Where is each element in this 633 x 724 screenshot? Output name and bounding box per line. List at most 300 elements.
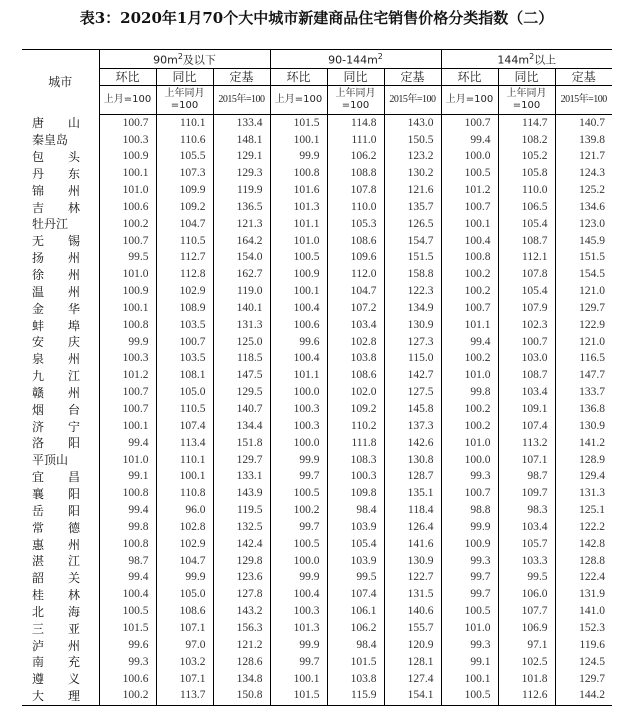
base-2015: 2015年=100 <box>555 86 612 115</box>
index-value: 140.1 <box>213 300 270 317</box>
group-header-90-144: $90-144m^2$ <box>270 50 441 69</box>
index-value: 112.1 <box>498 250 555 267</box>
table-row <box>22 587 612 604</box>
index-value: 103.3 <box>498 553 555 570</box>
index-value: 122.2 <box>555 519 612 536</box>
index-value: 140.6 <box>384 603 441 620</box>
city-label: 秦皇岛 <box>32 133 69 148</box>
table-row <box>22 368 612 385</box>
index-value: 104.7 <box>156 553 213 570</box>
index-value: 119.5 <box>213 502 270 519</box>
index-value: 101.2 <box>99 368 156 385</box>
index-value: 101.0 <box>441 620 498 637</box>
city-name <box>22 418 99 435</box>
index-value: 103.4 <box>498 385 555 402</box>
index-value: 107.8 <box>327 182 384 199</box>
index-value: 100.6 <box>99 199 156 216</box>
index-value: 107.3 <box>156 166 213 183</box>
index-value: 100.1 <box>441 671 498 688</box>
index-value: 99.4 <box>99 502 156 519</box>
index-value: 142.8 <box>555 536 612 553</box>
index-value: 101.3 <box>270 620 327 637</box>
index-value: 115.9 <box>327 688 384 705</box>
table-row <box>22 351 612 368</box>
index-value: 100.4 <box>270 587 327 604</box>
index-value: 156.3 <box>213 620 270 637</box>
city-name <box>22 620 99 637</box>
city-label: 包 头 <box>32 150 81 165</box>
index-value: 112.8 <box>156 267 213 284</box>
city-name <box>22 671 99 688</box>
index-value: 108.6 <box>156 603 213 620</box>
city-label: 唐 山 <box>32 116 81 131</box>
index-value: 100.1 <box>99 166 156 183</box>
index-value: 110.1 <box>156 115 213 132</box>
table-row <box>22 418 612 435</box>
city-label: 平顶山 <box>32 453 69 468</box>
index-value: 110.6 <box>156 132 213 149</box>
index-value: 131.3 <box>555 486 612 503</box>
index-value: 128.9 <box>555 452 612 469</box>
index-value: 118.5 <box>213 351 270 368</box>
table-body <box>22 115 612 706</box>
index-value: 100.4 <box>441 233 498 250</box>
index-value: 99.3 <box>441 469 498 486</box>
base-same-month-last-year: 上年同月=100 <box>156 86 213 115</box>
index-value: 151.8 <box>213 435 270 452</box>
index-value: 129.5 <box>213 385 270 402</box>
city-label: 温 州 <box>32 284 81 299</box>
city-name <box>22 351 99 368</box>
index-value: 99.5 <box>99 250 156 267</box>
base-2015: 2015年=100 <box>213 86 270 115</box>
index-value: 112.7 <box>156 250 213 267</box>
index-value: 107.4 <box>498 418 555 435</box>
index-value: 100.7 <box>441 300 498 317</box>
city-name <box>22 519 99 536</box>
index-value: 99.5 <box>327 570 384 587</box>
city-label: 蚌 埠 <box>32 318 81 333</box>
index-value: 97.0 <box>156 637 213 654</box>
base-same-month-last-year: 上年同月=100 <box>327 86 384 115</box>
city-label: 宜 昌 <box>32 470 81 485</box>
index-value: 130.8 <box>384 452 441 469</box>
index-value: 102.8 <box>327 334 384 351</box>
index-value: 100.8 <box>441 250 498 267</box>
index-value: 101.6 <box>270 182 327 199</box>
index-value: 102.8 <box>156 519 213 536</box>
index-value: 100.2 <box>441 401 498 418</box>
index-value: 100.9 <box>270 267 327 284</box>
index-value: 100.5 <box>441 166 498 183</box>
index-value: 130.2 <box>384 166 441 183</box>
index-value: 121.3 <box>213 216 270 233</box>
index-value: 128.7 <box>384 469 441 486</box>
index-value: 110.5 <box>156 233 213 250</box>
index-value: 100.1 <box>270 132 327 149</box>
index-value: 128.6 <box>213 654 270 671</box>
city-label: 锦 州 <box>32 183 81 198</box>
city-label: 徐 州 <box>32 268 81 283</box>
table-row <box>22 536 612 553</box>
index-value: 99.3 <box>441 637 498 654</box>
index-value: 109.9 <box>156 182 213 199</box>
index-value: 103.9 <box>327 519 384 536</box>
index-value: 140.7 <box>555 115 612 132</box>
index-value: 100.1 <box>270 671 327 688</box>
index-value: 99.4 <box>441 132 498 149</box>
table-row <box>22 385 612 402</box>
index-value: 121.2 <box>213 637 270 654</box>
subheader-yoy: 同比 <box>156 69 213 86</box>
subheader-mom: 环比 <box>99 69 156 86</box>
index-value: 109.1 <box>498 401 555 418</box>
index-value: 100.0 <box>270 553 327 570</box>
city-name <box>22 587 99 604</box>
index-value: 99.4 <box>441 334 498 351</box>
index-value: 133.4 <box>213 115 270 132</box>
index-value: 107.7 <box>498 603 555 620</box>
table-row <box>22 166 612 183</box>
city-label: 遵 义 <box>32 672 81 687</box>
index-value: 141.2 <box>555 435 612 452</box>
table-row <box>22 519 612 536</box>
index-value: 124.3 <box>555 166 612 183</box>
index-value: 99.9 <box>156 570 213 587</box>
city-label: 牡丹江 <box>32 217 69 232</box>
city-label: 北 海 <box>32 604 81 619</box>
index-value: 129.7 <box>213 452 270 469</box>
index-value: 114.7 <box>498 115 555 132</box>
index-value: 113.2 <box>498 435 555 452</box>
table-row <box>22 553 612 570</box>
index-value: 103.4 <box>327 317 384 334</box>
index-value: 129.4 <box>555 469 612 486</box>
index-value: 105.4 <box>498 283 555 300</box>
group-header-over-144: $144m^2$以上 <box>441 50 612 69</box>
index-value: 123.2 <box>384 149 441 166</box>
table-row <box>22 637 612 654</box>
index-value: 147.7 <box>555 368 612 385</box>
table-row <box>22 149 612 166</box>
index-value: 100.6 <box>99 671 156 688</box>
table-row <box>22 435 612 452</box>
index-value: 100.1 <box>156 469 213 486</box>
index-value: 101.8 <box>498 671 555 688</box>
index-value: 102.5 <box>498 654 555 671</box>
index-value: 100.3 <box>270 418 327 435</box>
index-value: 107.8 <box>498 267 555 284</box>
index-value: 126.5 <box>384 216 441 233</box>
index-value: 158.8 <box>384 267 441 284</box>
index-value: 118.4 <box>384 502 441 519</box>
city-name <box>22 250 99 267</box>
index-value: 100.1 <box>99 418 156 435</box>
index-value: 104.7 <box>327 283 384 300</box>
index-value: 110.1 <box>156 452 213 469</box>
city-label: 南 充 <box>32 655 81 670</box>
city-name <box>22 132 99 149</box>
index-value: 106.1 <box>327 603 384 620</box>
index-value: 100.9 <box>441 536 498 553</box>
index-value: 96.0 <box>156 502 213 519</box>
index-value: 125.2 <box>555 182 612 199</box>
subheader-mom: 环比 <box>270 69 327 86</box>
index-value: 107.2 <box>327 300 384 317</box>
base-last-month: 上月=100 <box>270 86 327 115</box>
index-value: 133.7 <box>555 385 612 402</box>
index-value: 98.3 <box>498 502 555 519</box>
index-value: 108.3 <box>327 452 384 469</box>
city-label: 赣 州 <box>32 385 81 400</box>
index-value: 100.7 <box>99 115 156 132</box>
index-value: 123.0 <box>555 216 612 233</box>
index-value: 143.0 <box>384 115 441 132</box>
index-value: 108.8 <box>327 166 384 183</box>
index-value: 121.0 <box>555 283 612 300</box>
index-value: 100.2 <box>99 688 156 705</box>
table-row <box>22 486 612 503</box>
index-value: 127.4 <box>384 671 441 688</box>
city-label: 泉 州 <box>32 352 81 367</box>
index-value: 135.7 <box>384 199 441 216</box>
index-value: 135.1 <box>384 486 441 503</box>
index-value: 120.9 <box>384 637 441 654</box>
index-value: 99.5 <box>498 570 555 587</box>
index-value: 100.0 <box>270 435 327 452</box>
index-value: 107.1 <box>156 671 213 688</box>
index-value: 99.1 <box>441 654 498 671</box>
city-label: 无 锡 <box>32 234 81 249</box>
index-value: 100.9 <box>99 283 156 300</box>
city-label: 烟 台 <box>32 402 81 417</box>
index-value: 129.3 <box>213 166 270 183</box>
index-value: 134.4 <box>213 418 270 435</box>
index-value: 99.7 <box>270 654 327 671</box>
index-value: 142.6 <box>384 435 441 452</box>
city-name <box>22 502 99 519</box>
city-label: 济 宁 <box>32 419 81 434</box>
index-value: 134.9 <box>384 300 441 317</box>
index-value: 99.3 <box>441 553 498 570</box>
table-row <box>22 452 612 469</box>
subheader-fixed-base: 定基 <box>555 69 612 86</box>
city-name <box>22 216 99 233</box>
index-value: 145.9 <box>555 233 612 250</box>
city-name <box>22 536 99 553</box>
index-value: 110.0 <box>327 199 384 216</box>
index-value: 100.1 <box>441 216 498 233</box>
index-value: 136.8 <box>555 401 612 418</box>
index-value: 148.1 <box>213 132 270 149</box>
index-value: 99.9 <box>441 519 498 536</box>
index-value: 99.8 <box>99 519 156 536</box>
index-value: 105.0 <box>156 587 213 604</box>
index-value: 108.7 <box>498 368 555 385</box>
city-name <box>22 115 99 132</box>
index-value: 103.8 <box>327 351 384 368</box>
city-label: 安 庆 <box>32 335 81 350</box>
index-value: 100.5 <box>270 250 327 267</box>
index-value: 99.7 <box>270 469 327 486</box>
table-row <box>22 654 612 671</box>
city-label: 惠 州 <box>32 537 81 552</box>
city-label: 常 德 <box>32 520 81 535</box>
index-value: 101.3 <box>270 199 327 216</box>
index-value: 100.6 <box>270 317 327 334</box>
index-value: 154.0 <box>213 250 270 267</box>
index-value: 122.4 <box>555 570 612 587</box>
index-value: 132.5 <box>213 519 270 536</box>
index-value: 131.5 <box>384 587 441 604</box>
index-value: 100.7 <box>156 334 213 351</box>
table-row <box>22 502 612 519</box>
index-value: 99.9 <box>270 149 327 166</box>
index-value: 106.2 <box>327 620 384 637</box>
index-value: 106.5 <box>498 199 555 216</box>
city-name <box>22 385 99 402</box>
index-value: 97.1 <box>498 637 555 654</box>
index-value: 105.5 <box>156 149 213 166</box>
table-row <box>22 216 612 233</box>
index-value: 110.5 <box>156 401 213 418</box>
index-value: 98.4 <box>327 502 384 519</box>
table-row <box>22 401 612 418</box>
city-name <box>22 469 99 486</box>
index-value: 145.8 <box>384 401 441 418</box>
table-row <box>22 199 612 216</box>
city-label: 襄 阳 <box>32 486 81 501</box>
index-value: 101.0 <box>270 233 327 250</box>
city-label: 九 江 <box>32 369 81 384</box>
index-value: 100.3 <box>99 132 156 149</box>
index-value: 100.3 <box>99 351 156 368</box>
index-value: 121.7 <box>555 149 612 166</box>
index-value: 139.8 <box>555 132 612 149</box>
city-name <box>22 199 99 216</box>
index-value: 100.0 <box>441 452 498 469</box>
index-value: 109.2 <box>327 401 384 418</box>
subheader-fixed-base: 定基 <box>384 69 441 86</box>
subheader-mom: 环比 <box>441 69 498 86</box>
city-label: 洛 阳 <box>32 436 81 451</box>
city-column-header: 城市 <box>48 75 73 90</box>
index-value: 100.4 <box>270 351 327 368</box>
table-row <box>22 603 612 620</box>
city-label: 岳 阳 <box>32 503 81 518</box>
city-name <box>22 368 99 385</box>
table-row <box>22 317 612 334</box>
city-name <box>22 654 99 671</box>
index-value: 100.7 <box>99 233 156 250</box>
index-value: 107.1 <box>156 620 213 637</box>
city-name <box>22 401 99 418</box>
base-same-month-last-year: 上年同月=100 <box>498 86 555 115</box>
index-value: 162.7 <box>213 267 270 284</box>
index-value: 144.2 <box>555 688 612 705</box>
group-header-under-90: $90m^2$及以下 <box>99 50 270 69</box>
index-value: 130.9 <box>384 317 441 334</box>
index-value: 99.7 <box>441 587 498 604</box>
index-value: 107.9 <box>498 300 555 317</box>
index-value: 106.2 <box>327 149 384 166</box>
index-value: 122.3 <box>384 283 441 300</box>
index-value: 154.7 <box>384 233 441 250</box>
index-value: 99.7 <box>441 570 498 587</box>
index-value: 101.2 <box>441 182 498 199</box>
index-value: 141.0 <box>555 603 612 620</box>
index-value: 105.7 <box>498 536 555 553</box>
index-value: 147.5 <box>213 368 270 385</box>
index-value: 98.4 <box>327 637 384 654</box>
index-value: 107.4 <box>156 418 213 435</box>
city-name <box>22 283 99 300</box>
city-name <box>22 486 99 503</box>
index-value: 105.2 <box>498 149 555 166</box>
index-value: 99.7 <box>270 519 327 536</box>
index-value: 154.1 <box>384 688 441 705</box>
subheader-fixed-base: 定基 <box>213 69 270 86</box>
table-row <box>22 267 612 284</box>
index-value: 101.5 <box>99 620 156 637</box>
index-value: 103.9 <box>327 553 384 570</box>
city-name <box>22 317 99 334</box>
index-value: 99.6 <box>270 334 327 351</box>
table-row <box>22 570 612 587</box>
index-value: 100.0 <box>270 385 327 402</box>
index-value: 134.6 <box>555 199 612 216</box>
index-value: 155.7 <box>384 620 441 637</box>
index-value: 103.0 <box>498 351 555 368</box>
city-name <box>22 334 99 351</box>
index-value: 100.1 <box>270 283 327 300</box>
city-name <box>22 267 99 284</box>
index-value: 131.9 <box>555 587 612 604</box>
index-value: 112.0 <box>327 267 384 284</box>
index-value: 126.4 <box>384 519 441 536</box>
index-value: 108.6 <box>327 233 384 250</box>
index-value: 102.9 <box>156 536 213 553</box>
index-value: 100.2 <box>270 502 327 519</box>
city-name <box>22 233 99 250</box>
index-value: 129.8 <box>213 553 270 570</box>
city-name <box>22 452 99 469</box>
index-value: 99.9 <box>99 334 156 351</box>
table-row <box>22 283 612 300</box>
index-value: 142.4 <box>213 536 270 553</box>
index-value: 124.5 <box>555 654 612 671</box>
table-row <box>22 620 612 637</box>
index-value: 130.9 <box>384 553 441 570</box>
city-name <box>22 182 99 199</box>
index-value: 122.7 <box>384 570 441 587</box>
city-label: 湛 江 <box>32 554 81 569</box>
index-value: 100.2 <box>441 283 498 300</box>
index-value: 108.2 <box>498 132 555 149</box>
index-value: 110.8 <box>156 486 213 503</box>
index-value: 134.8 <box>213 671 270 688</box>
index-value: 100.5 <box>99 603 156 620</box>
index-value: 129.7 <box>555 671 612 688</box>
index-value: 107.1 <box>498 452 555 469</box>
subheader-yoy: 同比 <box>498 69 555 86</box>
table-row <box>22 334 612 351</box>
table-row <box>22 671 612 688</box>
index-value: 104.7 <box>156 216 213 233</box>
base-last-month: 上月=100 <box>441 86 498 115</box>
city-label: 丹 东 <box>32 166 81 181</box>
index-value: 129.1 <box>213 149 270 166</box>
